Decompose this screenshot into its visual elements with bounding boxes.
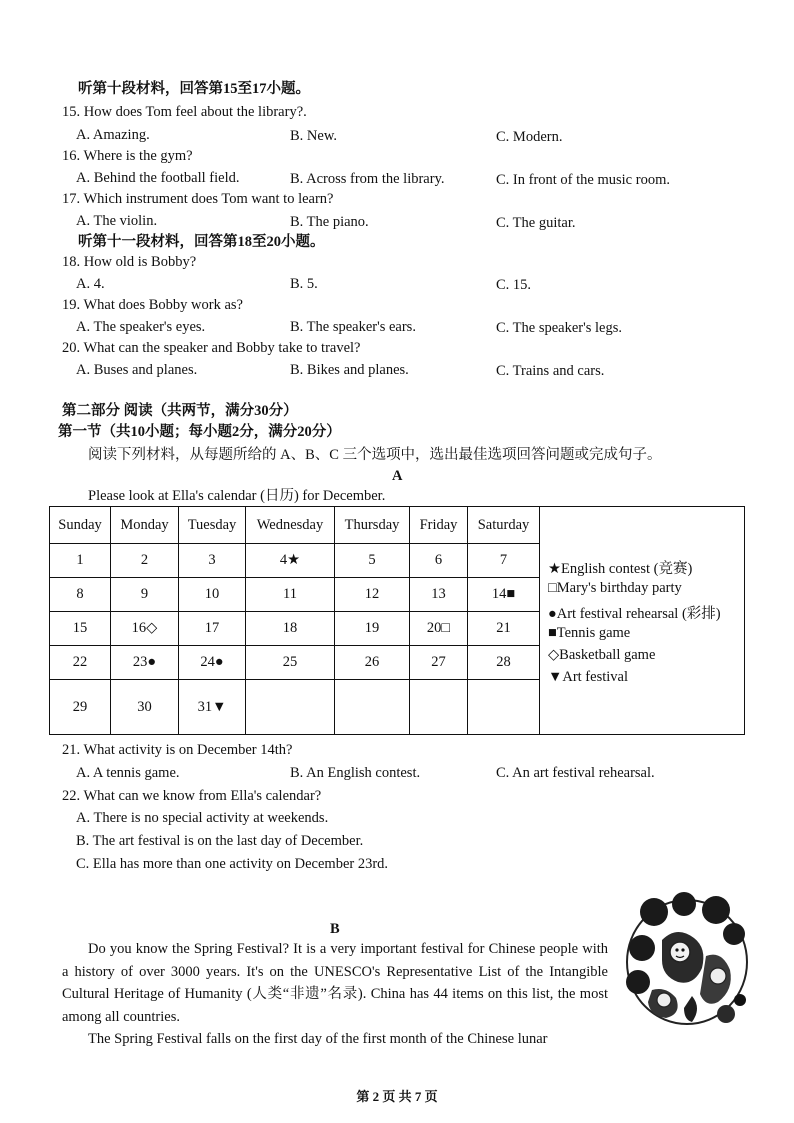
date-cell: 10: [179, 578, 246, 612]
q21-option-c: C. An art festival rehearsal.: [496, 765, 655, 781]
date-cell: 6: [410, 544, 468, 578]
question-17: 17. Which instrument does Tom want to learn?: [62, 191, 334, 207]
date-cell: 11: [246, 578, 335, 612]
date-cell: 30: [111, 680, 179, 735]
legend-item: ●Art festival rehearsal (彩排): [548, 606, 721, 622]
q18-option-a: A. 4.: [76, 276, 105, 292]
date-cell: 27: [410, 646, 468, 680]
date-cell: 4★: [246, 544, 335, 578]
date-cell: 17: [179, 612, 246, 646]
q17-option-b: B. The piano.: [290, 214, 369, 230]
calendar-table: [49, 506, 745, 735]
q22-option-a: A. There is no special activity at weekends.: [76, 810, 329, 826]
date-cell: [410, 680, 468, 735]
q16-option-a: A. Behind the football field.: [76, 170, 240, 186]
q22-option-c: C. Ella has more than one activity on December 23rd.: [76, 856, 389, 872]
date-cell: 1: [50, 544, 111, 578]
date-cell: [468, 680, 540, 735]
legend-item: ▼Art festival: [548, 669, 628, 685]
calendar-intro: Please look at Ella's calendar (日历) for December.: [88, 488, 386, 504]
date-cell: 16◇: [111, 612, 179, 646]
q21-option-b: B. An English contest.: [290, 765, 421, 781]
date-cell: 7: [468, 544, 540, 578]
q19-option-a: A. The speaker's eyes.: [76, 319, 206, 335]
calendar-legend: [540, 507, 745, 735]
date-cell: 8: [50, 578, 111, 612]
q20-option-a: A. Buses and planes.: [76, 362, 198, 378]
date-cell: 15: [50, 612, 111, 646]
section10-header: 听第十段材料，回答第15至17小题。: [78, 81, 310, 97]
q16-option-c: C. In front of the music room.: [496, 172, 670, 188]
q19-option-c: C. The speaker's legs.: [496, 320, 622, 336]
day-header: Saturday: [468, 507, 540, 544]
part2-instructions: 阅读下列材料，从每题所给的 A、B、C 三个选项中，选出最佳选项回答问题或完成句子。: [88, 447, 662, 463]
date-cell: 21: [468, 612, 540, 646]
legend-item: ★English contest (竞赛): [548, 561, 693, 577]
q20-option-c: C. Trains and cars.: [496, 363, 605, 379]
date-cell: 22: [50, 646, 111, 680]
date-cell: [335, 680, 410, 735]
q21-option-a: A. A tennis game.: [76, 765, 180, 781]
question-16: 16. Where is the gym?: [62, 148, 193, 164]
day-header: Sunday: [50, 507, 111, 544]
passage-b-paragraph-1: Do you know the Spring Festival? It is a very important festival for Chinese people with a history of over 3000 years. It's on the UNESCO's Representative List of the Intangible Cultural Heritage of Humanity (人类“非遗”名录). China has 44 items on this list, the most among all countries.: [62, 941, 608, 1025]
date-cell: 12: [335, 578, 410, 612]
date-cell: 14■: [468, 578, 540, 612]
question-20: 20. What can the speaker and Bobby take to travel?: [62, 340, 361, 356]
passage-b-paragraph-2: The Spring Festival falls on the first day of the first month of the Chinese lunar: [88, 1031, 548, 1047]
date-cell: 24●: [179, 646, 246, 680]
page-number: 第 2 页 共 7 页: [356, 1089, 438, 1104]
day-header: Friday: [410, 507, 468, 544]
spring-festival-illustration: [622, 890, 752, 1030]
legend-item: ■Tennis game: [548, 625, 631, 641]
date-cell: 9: [111, 578, 179, 612]
legend-item: ◇Basketball game: [548, 647, 656, 663]
date-cell: 23●: [111, 646, 179, 680]
question-15: 15. How does Tom feel about the library?.: [62, 104, 307, 120]
day-header: Wednesday: [246, 507, 335, 544]
q22-option-b: B. The art festival is on the last day of December.: [76, 833, 364, 849]
day-header: Tuesday: [179, 507, 246, 544]
q15-option-b: B. New.: [290, 128, 337, 144]
date-cell: 20□: [410, 612, 468, 646]
date-cell: 3: [179, 544, 246, 578]
question-22: 22. What can we know from Ella's calendar?: [62, 788, 322, 804]
date-cell: 25: [246, 646, 335, 680]
section11-header: 听第十一段材料，回答第18至20小题。: [78, 234, 325, 250]
q15-option-c: C. Modern.: [496, 129, 563, 145]
legend-item: □Mary's birthday party: [548, 580, 682, 596]
q18-option-b: B. 5.: [290, 276, 318, 292]
part2-subtitle: 第一节（共10小题；每小题2分，满分20分）: [58, 424, 341, 440]
date-cell: 13: [410, 578, 468, 612]
part2-title: 第二部分 阅读（共两节，满分30分）: [62, 403, 298, 419]
q17-option-c: C. The guitar.: [496, 215, 576, 231]
q20-option-b: B. Bikes and planes.: [290, 362, 409, 378]
date-cell: 2: [111, 544, 179, 578]
q19-option-b: B. The speaker's ears.: [290, 319, 416, 335]
passage-a-label: A: [392, 468, 403, 484]
date-cell: [246, 680, 335, 735]
day-header: Monday: [111, 507, 179, 544]
date-cell: 29: [50, 680, 111, 735]
q15-option-a: A. Amazing.: [76, 127, 150, 143]
q16-option-b: B. Across from the library.: [290, 171, 445, 187]
date-cell: 31▼: [179, 680, 246, 735]
date-cell: 5: [335, 544, 410, 578]
date-cell: 18: [246, 612, 335, 646]
date-cell: 26: [335, 646, 410, 680]
day-header: Thursday: [335, 507, 410, 544]
date-cell: 19: [335, 612, 410, 646]
q17-option-a: A. The violin.: [76, 213, 158, 229]
question-19: 19. What does Bobby work as?: [62, 297, 243, 313]
q18-option-c: C. 15.: [496, 277, 532, 293]
question-18: 18. How old is Bobby?: [62, 254, 197, 270]
passage-b-label: B: [330, 921, 340, 937]
question-21: 21. What activity is on December 14th?: [62, 742, 293, 758]
date-cell: 28: [468, 646, 540, 680]
